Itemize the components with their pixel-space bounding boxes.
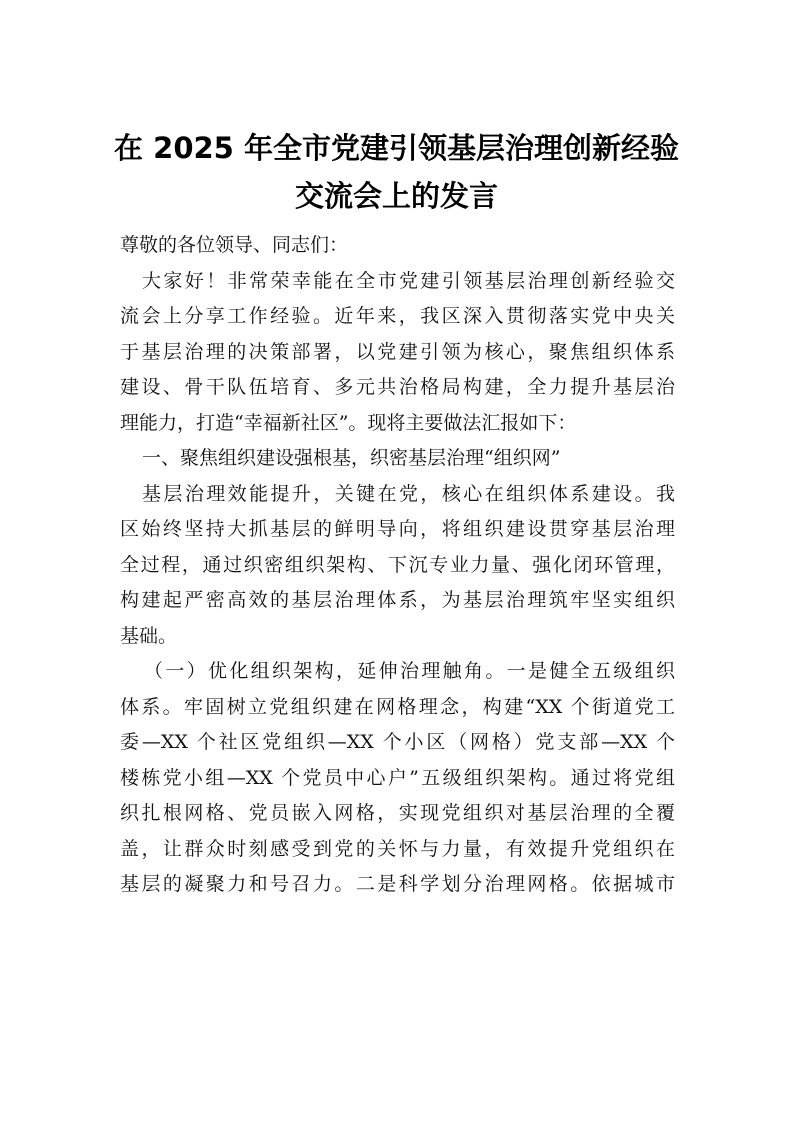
body-line: 全过程，通过织密组织架构、下沉专业力量、强化闭环管理， xyxy=(120,553,675,576)
body-line: 一、聚焦组织建设强根基，织密基层治理“组织网” xyxy=(142,447,561,469)
body-line: 理能力，打造“幸福新社区”。现将主要做法汇报如下： xyxy=(120,411,577,434)
body-line: 尊敬的各位领导、同志们： xyxy=(120,234,349,256)
body-line: 委—XX 个社区党组织—XX 个小区（网格）党支部—XX 个 xyxy=(120,731,675,753)
body-line: 基础。 xyxy=(120,624,178,647)
body-line: 建设、骨干队伍培育、多元共治格局构建，全力提升基层治 xyxy=(120,376,675,398)
body-line: 构建起严密高效的基层治理体系，为基层治理筑牢坚实组织 xyxy=(120,589,675,611)
body-line: 织扎根网格、党员嵌入网格，实现党组织对基层治理的全覆 xyxy=(120,802,675,824)
document-title xyxy=(0,124,793,220)
body-line: 区始终坚持大抓基层的鲜明导向，将组织建设贯穿基层治理 xyxy=(120,518,675,540)
body-line: 大家好！非常荣幸能在全市党建引领基层治理创新经验交 xyxy=(142,269,675,292)
body-line: 基层治理效能提升，关键在党，核心在组织体系建设。我 xyxy=(142,482,675,505)
body-line: 流会上分享工作经验。近年来，我区深入贯彻落实党中央关 xyxy=(120,305,675,327)
body-line: （一）优化组织架构，延伸治理触角。一是健全五级组织 xyxy=(144,660,675,682)
title-line-2: 交流会上的发言 xyxy=(294,179,498,213)
body-line: 于基层治理的决策部署，以党建引领为核心，聚焦组织体系 xyxy=(120,340,675,363)
body-line: 盖，让群众时刻感受到党的关怀与力量，有效提升党组织在 xyxy=(120,837,675,860)
body-line: 体系。牢固树立党组织建在网格理念，构建“XX 个街道党工 xyxy=(120,695,675,718)
body-line: 基层的凝聚力和号召力。二是科学划分治理网格。依据城市 xyxy=(120,873,675,895)
body-line: 楼栋党小组—XX 个党员中心户”五级组织架构。通过将党组 xyxy=(120,766,675,789)
document-body xyxy=(120,228,675,903)
title-line-1: 在 2025 年全市党建引领基层治理创新经验 xyxy=(114,131,679,165)
